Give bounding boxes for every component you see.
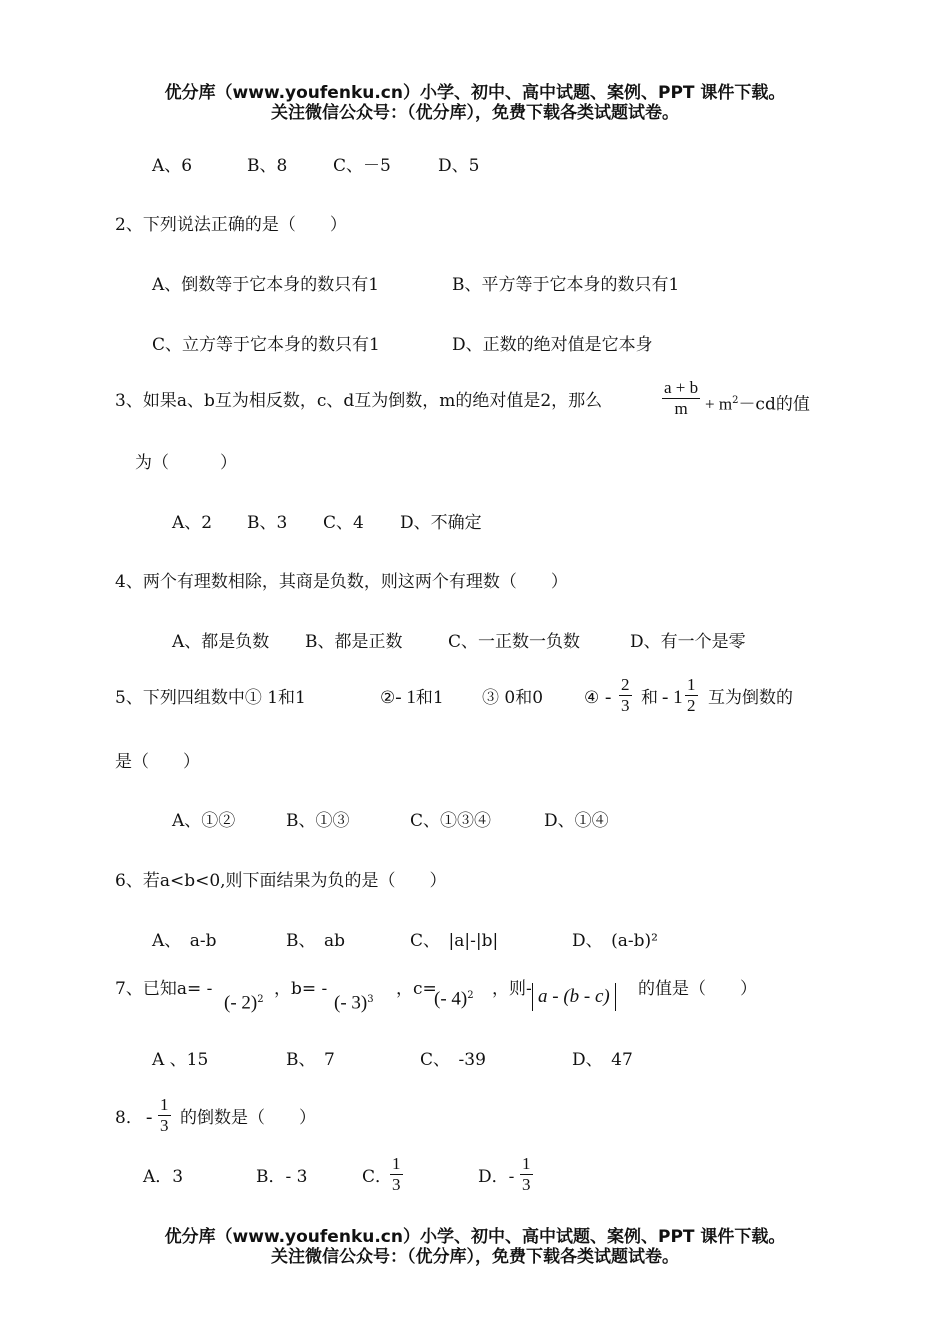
q8-fraction — [156, 1095, 173, 1136]
q8-option-c-fraction — [388, 1154, 405, 1195]
q5-tail: 互为倒数的 — [708, 688, 793, 708]
q5-g2-tail: 和1 — [415, 688, 444, 708]
q5-stem-c: 是（ ） — [115, 752, 200, 772]
q7-b-sup: 3 — [367, 994, 374, 1005]
q5-fraction-2 — [683, 675, 700, 716]
q5-neg: - — [605, 687, 612, 708]
q6-option-b: B、 ab — [286, 931, 346, 951]
q7-a-sup: 2 — [257, 994, 264, 1005]
q8-c-den: 3 — [392, 1175, 401, 1194]
q5-f2-den: 2 — [687, 696, 696, 715]
q6-option-a: A、 a-b — [152, 931, 217, 951]
q7-b-value — [334, 988, 374, 1016]
q2-option-b: B、平方等于它本身的数只有1 — [452, 275, 680, 295]
q3-plus-m: + m — [705, 394, 733, 414]
q3-frac-num: a + b — [664, 378, 699, 397]
q8-option-c-label: C． — [362, 1167, 393, 1187]
q7-b-label: ，b= - — [274, 979, 328, 999]
q3-stem-a: 3、如果a、b互为相反数，c、d互为倒数，m的绝对值是2，那么 — [115, 391, 603, 411]
q5-and: 和 — [641, 688, 658, 708]
q5-g2-mark: ② — [380, 688, 396, 708]
q3-stem-c: 为（ ） — [135, 453, 237, 473]
q3-stem — [115, 389, 602, 413]
q7-option-c: C、 -39 — [420, 1050, 486, 1070]
q8-tail: 的倒数是（ ） — [180, 1108, 316, 1128]
q3-tail — [705, 389, 810, 417]
q2-stem: 2、下列说法正确的是（ ） — [115, 215, 347, 235]
q5-group-2 — [380, 686, 444, 710]
q2-option-d: D、正数的绝对值是它本身 — [452, 335, 653, 355]
q7-a-val: (- 2) — [224, 992, 258, 1014]
q3-frac-den: m — [674, 399, 688, 418]
q6-option-d: D、 (a-b)² — [572, 931, 658, 951]
q1-option-c: C、－5 — [333, 156, 391, 176]
q3-option-c: C、4 — [323, 513, 364, 533]
q7-option-b: B、 7 — [286, 1050, 335, 1070]
q7-option-a: A 、15 — [152, 1050, 209, 1070]
q8-option-b: B．- 3 — [256, 1167, 308, 1187]
q4-option-b: B、都是正数 — [305, 632, 403, 652]
q5-neg-b: - 1 — [662, 687, 683, 708]
q8-d-den: 3 — [522, 1175, 531, 1194]
header-line-1: 优分库（www.youfenku.cn）小学、初中、高中试题、案例、PPT 课件下载。 — [164, 83, 786, 103]
q5-fraction-1 — [617, 675, 634, 716]
q3-option-a: A、2 — [172, 513, 213, 533]
q6-stem: 6、若a<b<0,则下面结果为负的是（ ） — [115, 871, 447, 891]
q4-option-c: C、一正数一负数 — [448, 632, 581, 652]
q7-option-d: D、 47 — [572, 1050, 633, 1070]
q7-c-label: ，c= — [396, 979, 437, 999]
q8-f-den: 3 — [160, 1116, 169, 1135]
q8-neg: - — [146, 1107, 153, 1128]
q8-d-num: 1 — [522, 1154, 531, 1173]
header-line-2: 关注微信公众号：（优分库），免费下载各类试题试卷。 — [271, 103, 679, 123]
q5-group-4-mark: ④ — [584, 688, 600, 708]
q8-option-d-label: D．- — [478, 1167, 515, 1187]
q7-b-val: (- 3) — [334, 992, 368, 1014]
q7-tail: 的值是（ ） — [638, 979, 757, 999]
q7-stem-a: 7、已知a= - — [115, 979, 213, 999]
q7-then: ，则- — [492, 979, 532, 999]
q2-option-c: C、立方等于它本身的数只有1 — [152, 335, 380, 355]
q4-option-a: A、都是负数 — [172, 632, 270, 652]
q7-bracket-expr — [532, 983, 616, 1011]
q8-option-d-fraction — [518, 1154, 535, 1195]
q8-number: 8． — [115, 1108, 143, 1128]
q5-neg1: - 1 — [395, 687, 416, 708]
q5-option-a: A、①② — [172, 811, 236, 831]
q7-expr: a - (b - c) — [538, 986, 610, 1007]
q2-option-a: A、倒数等于它本身的数只有1 — [152, 275, 380, 295]
q7-c-val: (- 4) — [434, 988, 468, 1010]
q5-group-3: ③ 0和0 — [482, 688, 544, 708]
q5-option-d: D、①④ — [544, 811, 609, 831]
q5-f1-den: 3 — [621, 696, 630, 715]
q4-stem: 4、两个有理数相除，其商是负数，则这两个有理数（ ） — [115, 572, 568, 592]
q8-f-num: 1 — [160, 1095, 169, 1114]
q5-option-c: C、①③④ — [410, 811, 492, 831]
q4-option-d: D、有一个是零 — [630, 632, 746, 652]
q1-option-a: A、6 — [152, 156, 193, 176]
q3-sup: 2 — [732, 395, 739, 406]
q5-f1-num: 2 — [621, 675, 630, 694]
q8-option-a: A．3 — [143, 1167, 184, 1187]
q3-option-b: B、3 — [247, 513, 288, 533]
q3-stem-b: －cd的值 — [738, 394, 810, 415]
footer-line-2: 关注微信公众号：（优分库），免费下载各类试题试卷。 — [271, 1247, 679, 1267]
q7-c-sup: 2 — [467, 990, 474, 1001]
q1-option-b: B、8 — [247, 156, 288, 176]
q5-stem-a: 5、下列四组数中① 1和1 — [115, 688, 306, 708]
q5-f2-num: 1 — [687, 675, 696, 694]
q3-option-d: D、不确定 — [400, 513, 482, 533]
q7-a-value — [224, 988, 264, 1016]
q6-option-c: C、 |a|-|b| — [410, 931, 499, 951]
footer-line-1: 优分库（www.youfenku.cn）小学、初中、高中试题、案例、PPT 课件下载。 — [164, 1227, 786, 1247]
q8-c-num: 1 — [392, 1154, 401, 1173]
q1-option-d: D、5 — [438, 156, 480, 176]
q7-c-value — [434, 984, 474, 1012]
q5-option-b: B、①③ — [286, 811, 350, 831]
q3-fraction — [660, 378, 702, 419]
